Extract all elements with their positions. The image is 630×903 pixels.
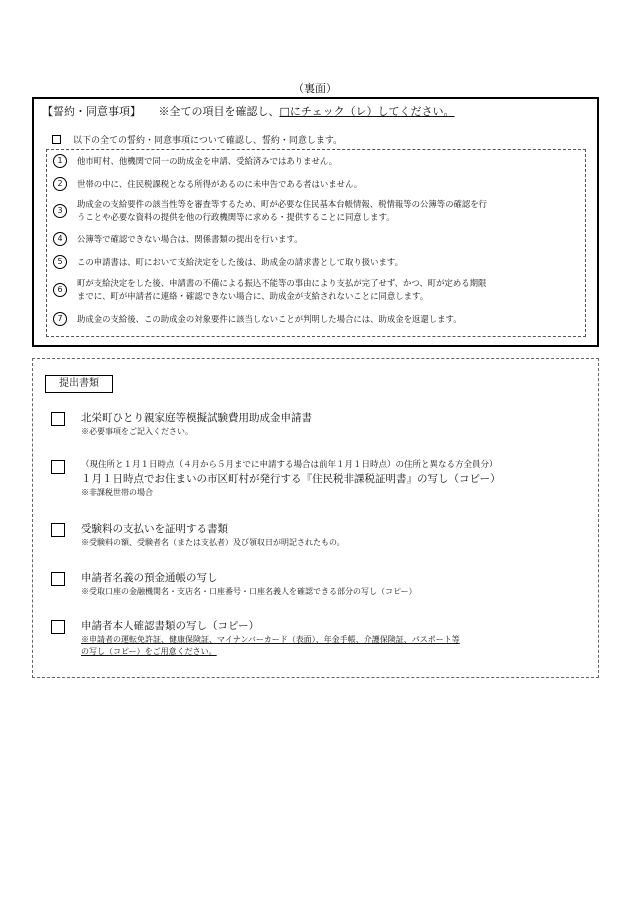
document-note: ※必要事項をご記入ください。 xyxy=(81,427,193,436)
pledge-item-4 xyxy=(53,232,579,246)
document-checkbox[interactable] xyxy=(51,412,65,426)
document-note-continued-text: の写し（コピー）をご用意ください。 xyxy=(81,647,217,656)
document-title: １月１日時点でお住まいの市区町村が発行する『住民税非課税証明書』の写し（コピー） xyxy=(81,473,501,485)
master-consent-label: 以下の全ての誓約・同意事項について確認し、誓約・同意します。 xyxy=(73,136,343,146)
item-number-badge: 1 xyxy=(53,154,67,168)
document-title: 受験料の支払いを証明する書類 xyxy=(81,523,228,535)
document-note: ※申請者の運転免許証、健康保険証、マイナンバーカード（表面）、年金手帳、介護保険証、パスポート等 xyxy=(81,635,460,644)
side-label: （裏面） xyxy=(293,82,337,95)
master-consent-row xyxy=(52,133,342,146)
item-number-badge: 7 xyxy=(53,312,67,326)
pledge-item-5 xyxy=(53,255,579,269)
pledge-item-text: 世帯の中に、住民税課税となる所得があるのに未申告である者はいません。 xyxy=(77,178,363,189)
document-item-1 xyxy=(51,411,588,451)
documents-title: 提出書類 xyxy=(45,375,113,393)
document-checkbox[interactable] xyxy=(51,620,65,634)
document-precondition: （現住所と１月１日時点（４月から５月までに申請する場合は前年１月１日時点）の住所と異なる方全員分） xyxy=(81,460,498,470)
pledge-items-box xyxy=(46,149,586,337)
pledge-item-text: までに、町が申請者に連絡・確認できない場合に、助成金が支給されないことに同意します。 xyxy=(77,291,429,301)
pledge-instruction: ※全ての項目を確認し、 xyxy=(158,105,280,118)
pledge-item-1 xyxy=(53,154,579,168)
pledge-item-7 xyxy=(53,312,579,326)
document-note-continued xyxy=(81,646,588,658)
document-item-5 xyxy=(51,619,588,667)
pledge-item-text: 町が支給決定をした後、申請書の不備による振込不能等の事由により支払が完了せず、かつ、町が定める期限 xyxy=(77,278,487,288)
pledge-item-6 xyxy=(53,277,579,303)
item-number-badge: 4 xyxy=(53,232,67,246)
pledge-item-text: 公簿等で確認できない場合は、関係書類の提出を行います。 xyxy=(77,233,303,244)
pledge-item-text: 他市町村、他機関で同一の助成金を申請、受給済みではありません。 xyxy=(77,155,338,166)
document-title: 北栄町ひとり親家庭等模擬試験費用助成金申請書 xyxy=(81,412,312,424)
pledge-item-text: 助成金の支給要件の該当性等を審査等するため、町が必要な住民基本台帳情報、税情報等の公簿等の確認を行 xyxy=(77,199,488,209)
document-item-4 xyxy=(51,571,588,611)
pledge-title: 【誓約・同意事項】 xyxy=(42,105,141,118)
item-number-badge: 3 xyxy=(53,204,67,218)
pledge-item-text: この申請書は、町において支給決定をした後は、助成金の請求書として取り扱います。 xyxy=(77,256,403,267)
document-item-2 xyxy=(51,459,588,509)
document-title: 申請者名義の預金通帳の写し xyxy=(81,572,218,584)
documents-section xyxy=(32,358,599,678)
item-number-badge: 5 xyxy=(53,255,67,269)
pledge-header xyxy=(42,103,455,119)
document-checkbox[interactable] xyxy=(51,523,65,537)
pledge-instruction-emphasis: □にチェック（レ）してください。 xyxy=(279,105,455,118)
pledge-item-2 xyxy=(53,177,579,191)
pledge-item-text: うことや必要な資料の提供を他の行政機関等に求める・提供することに同意します。 xyxy=(77,212,395,222)
document-checkbox[interactable] xyxy=(51,460,65,474)
pledge-item-text: 助成金の支給後、この助成金の対象要件に該当しないことが判明した場合には、助成金を返還します。 xyxy=(77,313,462,324)
pledge-section xyxy=(32,97,599,347)
document-note: ※受取口座の金融機関名・支店名・口座番号・口座名義人を確認できる部分の写し（コピー） xyxy=(81,587,417,596)
item-number-badge: 2 xyxy=(53,177,67,191)
document-item-3 xyxy=(51,522,588,562)
master-consent-checkbox[interactable] xyxy=(52,135,61,144)
document-checkbox[interactable] xyxy=(51,572,65,586)
document-note: ※受験料の額、受験者名（または支払者）及び領収日が明記されたもの。 xyxy=(81,538,345,547)
document-title: 申請者本人確認書類の写し（コピー） xyxy=(81,620,260,632)
document-note: ※非課税世帯の場合 xyxy=(81,488,153,497)
pledge-item-3 xyxy=(53,198,579,224)
item-number-badge: 6 xyxy=(53,283,67,297)
